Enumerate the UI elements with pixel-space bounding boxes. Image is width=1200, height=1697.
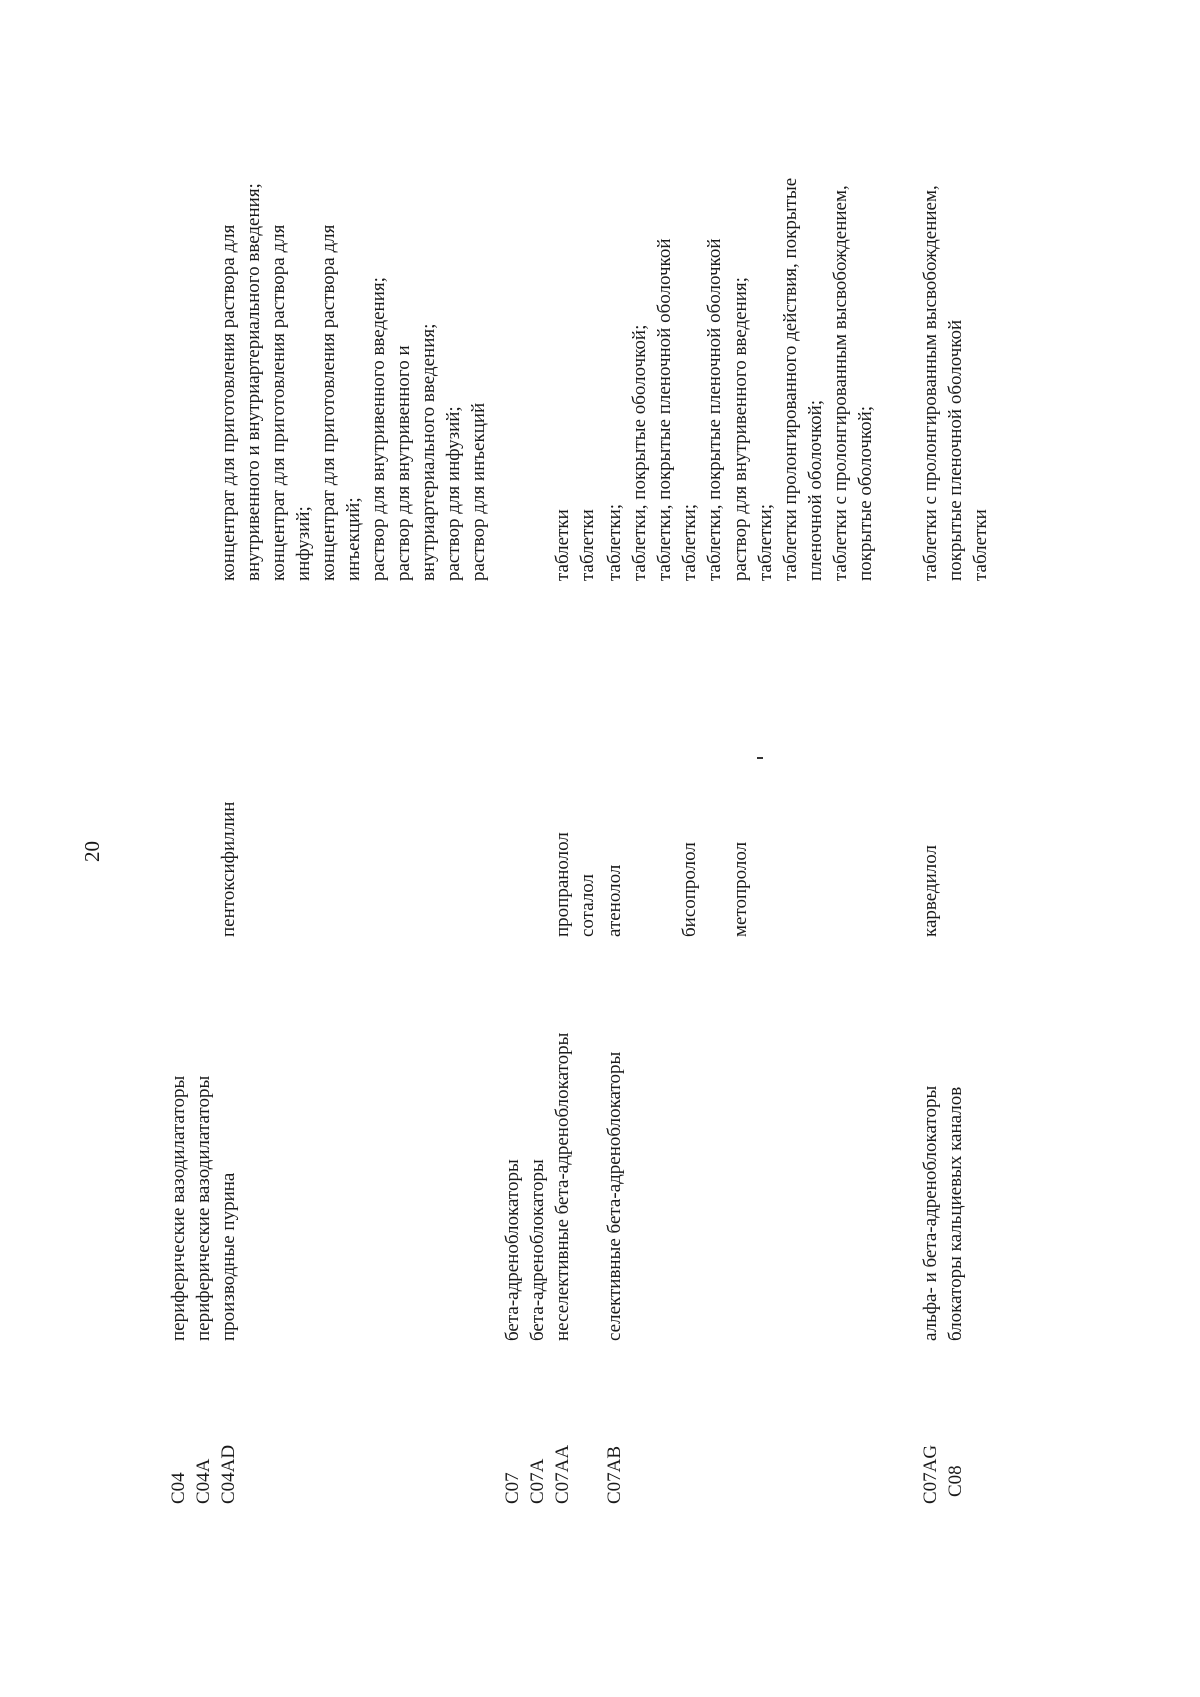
form-line: таблетки, покрытые оболочкой;: [629, 324, 650, 581]
row-group-c04ad: производные пурина: [218, 1172, 239, 1341]
form-line: внутривенного и внутриартериального введения;: [243, 183, 264, 581]
stray-mark: [757, 757, 763, 759]
form-line: концентрат для приготовления раствора для: [218, 224, 239, 581]
row-group-c04: периферические вазодилататоры: [168, 1075, 189, 1341]
form-line: таблетки;: [755, 503, 776, 581]
form-line: концентрат для приготовления раствора для: [318, 224, 339, 581]
row-code-c07ag: C07AG: [920, 1444, 941, 1504]
row-drug-sotalol: соталол: [577, 873, 598, 937]
form-line: концентрат для приготовления раствора для: [268, 224, 289, 581]
form-line: таблетки;: [679, 503, 700, 581]
page-number: 20: [80, 841, 104, 862]
row-code-c07ab: C07AB: [604, 1445, 625, 1504]
row-group-c07ag: альфа- и бета-адреноблокаторы: [920, 1085, 941, 1341]
row-code-c04: C04: [168, 1472, 189, 1504]
form-line: таблетки, покрытые пленочной оболочкой: [654, 238, 675, 581]
row-drug-pentoxifylline: пентоксифиллин: [218, 801, 239, 937]
row-group-c07a: бета-адреноблокаторы: [527, 1159, 548, 1341]
row-code-c08: C08: [945, 1465, 966, 1497]
form-line: раствор для внутривенного и: [393, 345, 414, 581]
row-code-c04ad: C04AD: [218, 1444, 239, 1504]
form-line: внутриартериального введения;: [418, 323, 439, 581]
row-group-c04a: периферические вазодилататоры: [193, 1075, 214, 1341]
row-code-c07a: C07A: [527, 1458, 548, 1504]
form-line: раствор для внутривенного введения;: [730, 277, 751, 581]
row-drug-atenolol: атенолол: [604, 864, 625, 937]
form-line: таблетки: [970, 509, 991, 581]
form-line: покрытые оболочкой;: [855, 405, 876, 581]
form-line: таблетки: [552, 509, 573, 581]
form-line: инъекций;: [343, 497, 364, 581]
form-line: раствор для инфузий;: [443, 406, 464, 581]
form-line: раствор для внутривенного введения;: [368, 277, 389, 581]
form-line: таблетки пролонгированного действия, покрытые: [780, 177, 801, 581]
row-code-c04a: C04A: [193, 1458, 214, 1504]
row-group-c08: блокаторы кальциевых каналов: [945, 1086, 966, 1341]
row-code-c07aa: C07AA: [552, 1444, 573, 1504]
form-line: таблетки с пролонгированным высвобождением,: [920, 185, 941, 581]
form-line: таблетки: [577, 509, 598, 581]
row-group-c07ab: селективные бета-адреноблокаторы: [604, 1051, 625, 1341]
row-drug-propranolol: пропранолол: [552, 832, 573, 937]
row-drug-metoprolol: метопролол: [730, 841, 751, 937]
row-group-c07: бета-адреноблокаторы: [502, 1159, 523, 1341]
form-line: таблетки с пролонгированным высвобождением,: [830, 185, 851, 581]
row-group-c07aa: неселективные бета-адреноблокаторы: [552, 1032, 573, 1341]
form-line: пленочной оболочкой;: [805, 399, 826, 581]
form-line: покрытые пленочной оболочкой: [945, 319, 966, 581]
row-drug-bisoprolol: бисопролол: [679, 842, 700, 937]
row-code-c07: C07: [502, 1472, 523, 1504]
form-line: раствор для инъекций: [468, 402, 489, 581]
row-drug-carvedilol: карведилол: [920, 845, 941, 937]
form-line: таблетки, покрытые пленочной оболочкой: [704, 238, 725, 581]
form-line: таблетки;: [604, 503, 625, 581]
form-line: инфузий;: [293, 506, 314, 581]
